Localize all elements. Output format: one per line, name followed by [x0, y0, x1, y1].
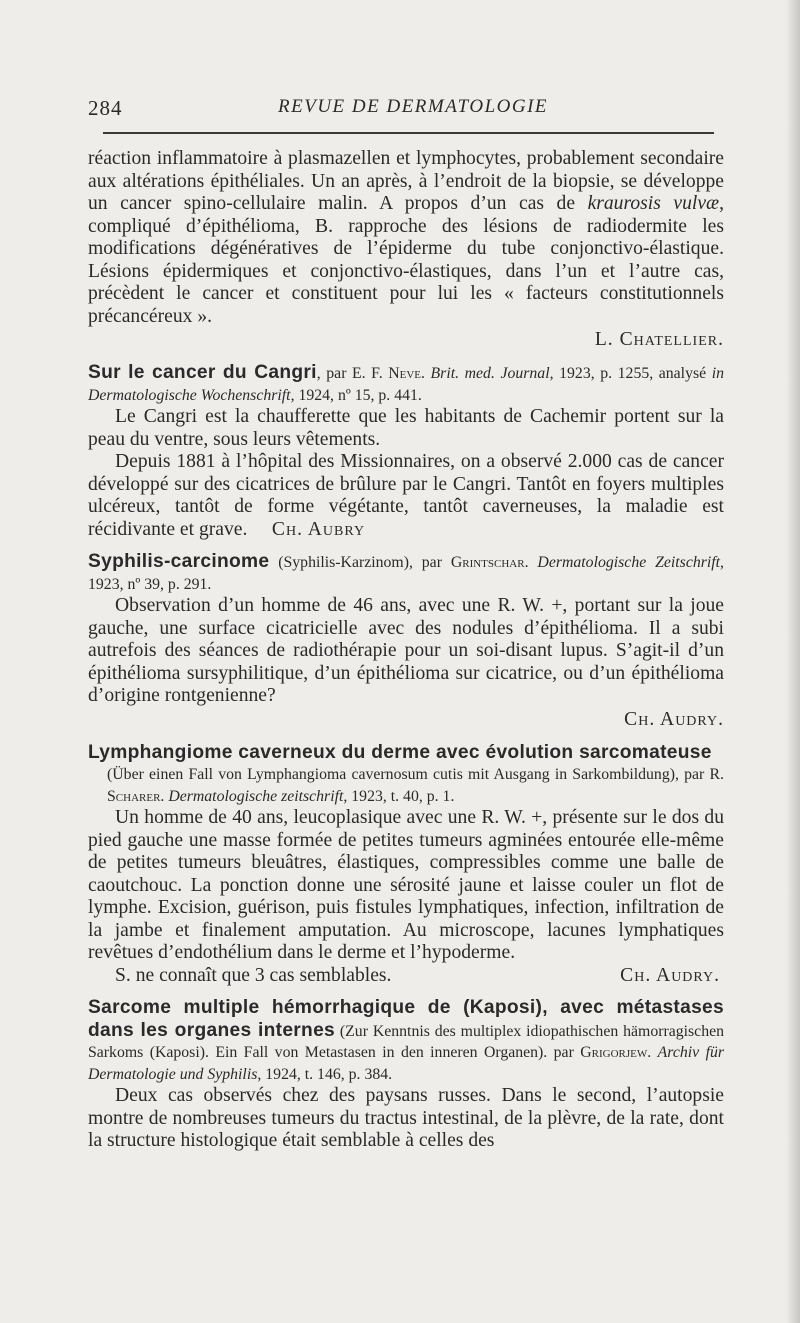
article-signature: Ch. Audry.	[624, 708, 724, 730]
article-title: Lymphangiome caverneux du derme avec évolution sarcomateuse	[88, 741, 712, 763]
article-lymphangiome	[88, 742, 724, 988]
article-cangri	[88, 362, 724, 541]
article-paragraph: Depuis 1881 à l’hôpital des Missionnaires, on a observé 2.000 cas de cancer développé sur des cicatrices de brûlure par le Cangri. Tantôt en foyers multiples ulcéreux, tantôt de forme végétante, tantôt caverneuses, la maladie est récidivante et grave. Ch. Aubry	[88, 451, 724, 540]
article-paragraph: Un homme de 40 ans, leucoplasique avec une R. W. +, présente sur le dos du pied gauche une masse formée de petites tumeurs agminées entourée elle-même de petites tumeurs bleuâtres, élastiques, compressibles comme une balle de caoutchouc. La ponction donne une sérosité jaune et laisse couler un flot de lymphe. Excision, guérison, puis fistules lymphatiques, infection, infiltration de la jambe et finalement amputation. Au microscope, lacunes lymphatiques revêtues d’endothélium dans le derme et l’hypoderme.	[88, 807, 724, 963]
article-signature: Ch. Aubry	[271, 518, 366, 540]
article-paragraph: Deux cas observés chez des paysans russes. Dans le second, l’autopsie montre de nombreuses tumeurs du tractus intestinal, de la plèvre, de la rate, dont la structure histologique était semblable à celles des	[88, 1085, 724, 1151]
article-kaposi	[88, 997, 724, 1153]
intro-paragraph: réaction inflammatoire à plasmazellen et lymphocytes, probablement secondaire aux altérations épithéliales. Un an après, à l’endroit de la biopsie, se développe un cancer spino-cellulaire malin. A propos d’un cas de kraurosis vulvæ, compliqué d’épithélioma, B. rapproche des lésions de radiodermite les modifications dégénératives de l’épiderme du tube conjonctivo-élastique. Lésions épidermiques et conjonctivo-élastiques, dans l’un et l’autre cas, précèdent le cancer et constituent pour lui les « facteurs constitutionnels précancéreux ».	[88, 148, 724, 327]
header-rule	[103, 132, 714, 134]
page-edge-shadow	[786, 0, 800, 1323]
article-syphilis-carcinome	[88, 551, 724, 732]
page-body	[88, 148, 724, 1153]
journal-title: REVUE DE DERMATOLOGIE	[278, 96, 549, 117]
article-heading: Syphilis-carcinome (Syphilis-Karzinom), par Grintschar. Dermatologische Zeitschrift, 1923, nº 39, p. 291.	[88, 551, 724, 593]
article-title: Sur le cancer du Cangri	[88, 362, 317, 383]
page-number: 284	[88, 96, 123, 120]
article-signature: Ch. Audry.	[620, 964, 720, 986]
article-paragraph: S. ne connaît que 3 cas semblables. Ch. Audry.	[88, 965, 724, 988]
running-header	[88, 96, 724, 126]
article-heading: Sarcome multiple hémorrhagique de (Kaposi), avec métastases dans les organes internes (Zur Kenntnis des multiplex idiopathischen hämorragischen Sarkoms (Kaposi). Ein Fall von Metastasen in den inneren Organen). par Grigorjew. Archiv für Dermatologie und Syphilis, 1924, t. 146, p. 384.	[88, 997, 725, 1083]
article-heading: Lymphangiome caverneux du derme avec évolution sarcomateuse (Über einen Fall von Lymphangioma cavernosum cutis mit Ausgang in Sarkombildung), par R. Scharer. Dermatologische zeitschrift, 1923, t. 40, p. 1.	[88, 741, 724, 805]
article-heading: Sur le cancer du Cangri, par E. F. Neve. Brit. med. Journal, 1923, p. 1255, analysé in Dermatologische Wochenschrift, 1924, nº 15, p. 441.	[88, 362, 724, 404]
article-title: Sarcome multiple hémorrhagique de (Kaposi), avec métastases dans les organes internes	[88, 997, 724, 1041]
article-title: Syphilis-carcinome	[88, 551, 270, 572]
article-paragraph: Le Cangri est la chaufferette que les habitants de Cachemir portent sur la peau du ventre, sous leurs vêtements.	[88, 406, 724, 450]
article-paragraph: Observation d’un homme de 46 ans, avec une R. W. +, portant sur la joue gauche, une surface cicatricielle avec des nodules d’épithélioma. Il a subi autrefois des séances de radiothérapie pour un soi-disant lupus. S’agit-il d’un épithélioma sursyphilitique, d’un épithélioma sur cicatrice, ou d’un épithélioma d’origine rontgenienne?	[88, 595, 724, 706]
intro-signature: L. Chatellier.	[594, 329, 724, 350]
